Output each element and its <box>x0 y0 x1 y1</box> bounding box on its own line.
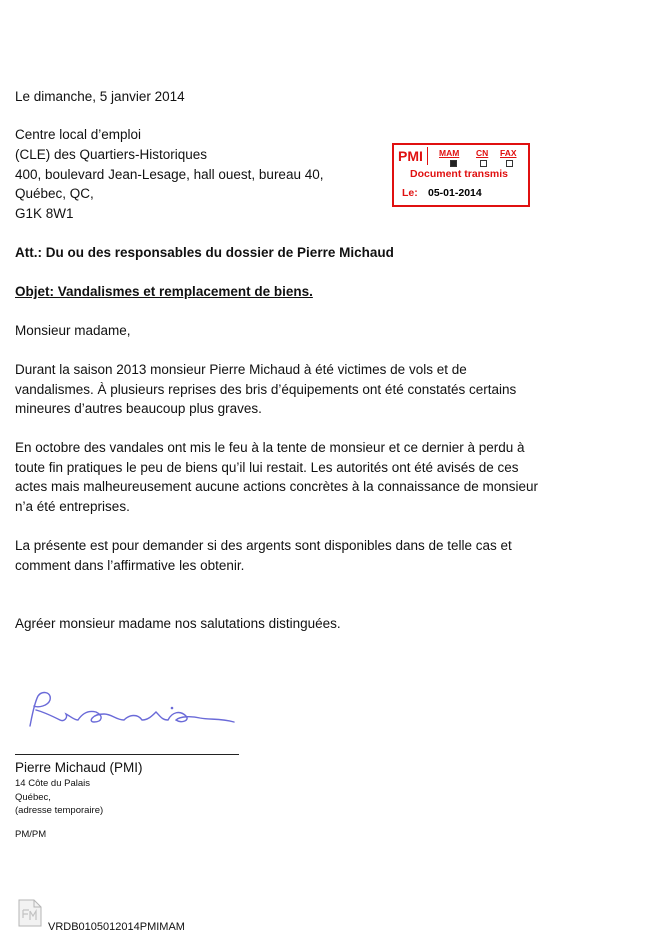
paragraph-2-line: En octobre des vandales ont mis le feu à la tente de monsieur et ce dernier à perdu à <box>15 440 525 455</box>
document-reference-code: VRDB0105012014PMIMAM <box>48 921 185 933</box>
paragraph-2 <box>15 438 595 516</box>
paragraph-3 <box>15 536 595 575</box>
stamp-initials: PMI <box>398 148 423 164</box>
initials-reference: PM/PM <box>15 829 47 840</box>
stamp-date-value: 05-01-2014 <box>428 187 482 199</box>
recipient-line-3: 400, boulevard Jean-Lesage, hall ouest, bureau 40, <box>15 167 324 182</box>
closing-line: Agréer monsieur madame nos salutations distinguées. <box>15 616 341 631</box>
recipient-line-5: G1K 8W1 <box>15 206 74 221</box>
stamp-option-fax: FAX <box>500 148 517 158</box>
stamp-divider <box>427 147 428 165</box>
attention-line: Att.: Du ou des responsables du dossier de Pierre Michaud <box>15 245 394 260</box>
recipient-line-1: Centre local d’emploi <box>15 127 142 142</box>
salutation: Monsieur madame, <box>15 323 131 338</box>
date-line: Le dimanche, 5 janvier 2014 <box>15 89 185 104</box>
paragraph-2-line: toute fin pratiques le peu de biens qu’il lui restait. Les autorités ont été avisés de ces <box>15 459 519 475</box>
paragraph-3-line: comment dans l’affirmative les obtenir. <box>15 557 245 573</box>
paragraph-3-line: La présente est pour demander si des argents sont disponibles dans de telle cas et <box>15 538 512 553</box>
recipient-line-2: (CLE) des Quartiers-Historiques <box>15 147 208 162</box>
paragraph-1-line: vandalismes. À plusieurs reprises des bris d’équipements ont été constatés certains <box>15 381 517 397</box>
stamp-date-label: Le: <box>402 187 418 199</box>
paragraph-1-line: mineures d’autres beaucoup plus graves. <box>15 401 262 416</box>
signer-address-line-3: (adresse temporaire) <box>15 805 104 816</box>
stamp-option-mam: MAM <box>439 148 460 158</box>
paragraph-1-line: Durant la saison 2013 monsieur Pierre Michaud à été victimes de vols et de <box>15 362 467 377</box>
signer-name: Pierre Michaud (PMI) <box>15 760 143 775</box>
stamp-option-cn: CN <box>476 148 489 158</box>
stamp-checkbox-mam <box>450 160 457 167</box>
paragraph-2-line: n’a été entreprises. <box>15 498 130 514</box>
stamp-checkbox-cn <box>480 160 487 167</box>
stamp-title: Document transmis <box>410 168 509 180</box>
signer-address-line-2: Québec, <box>15 792 51 803</box>
handwritten-signature <box>22 686 248 734</box>
recipient-line-4: Québec, QC, <box>15 186 94 201</box>
paragraph-1 <box>15 360 595 419</box>
signature-line <box>15 754 239 755</box>
signer-address-line-1: 14 Côte du Palais <box>15 778 90 789</box>
subject-line: Objet: Vandalismes et remplacement de biens. <box>15 284 313 299</box>
document-icon <box>17 898 43 928</box>
transmission-stamp <box>392 143 530 207</box>
stamp-checkbox-fax <box>506 160 513 167</box>
paragraph-2-line: actes mais malheureusement aucune actions concrètes à la connaissance de monsieur <box>15 479 539 494</box>
